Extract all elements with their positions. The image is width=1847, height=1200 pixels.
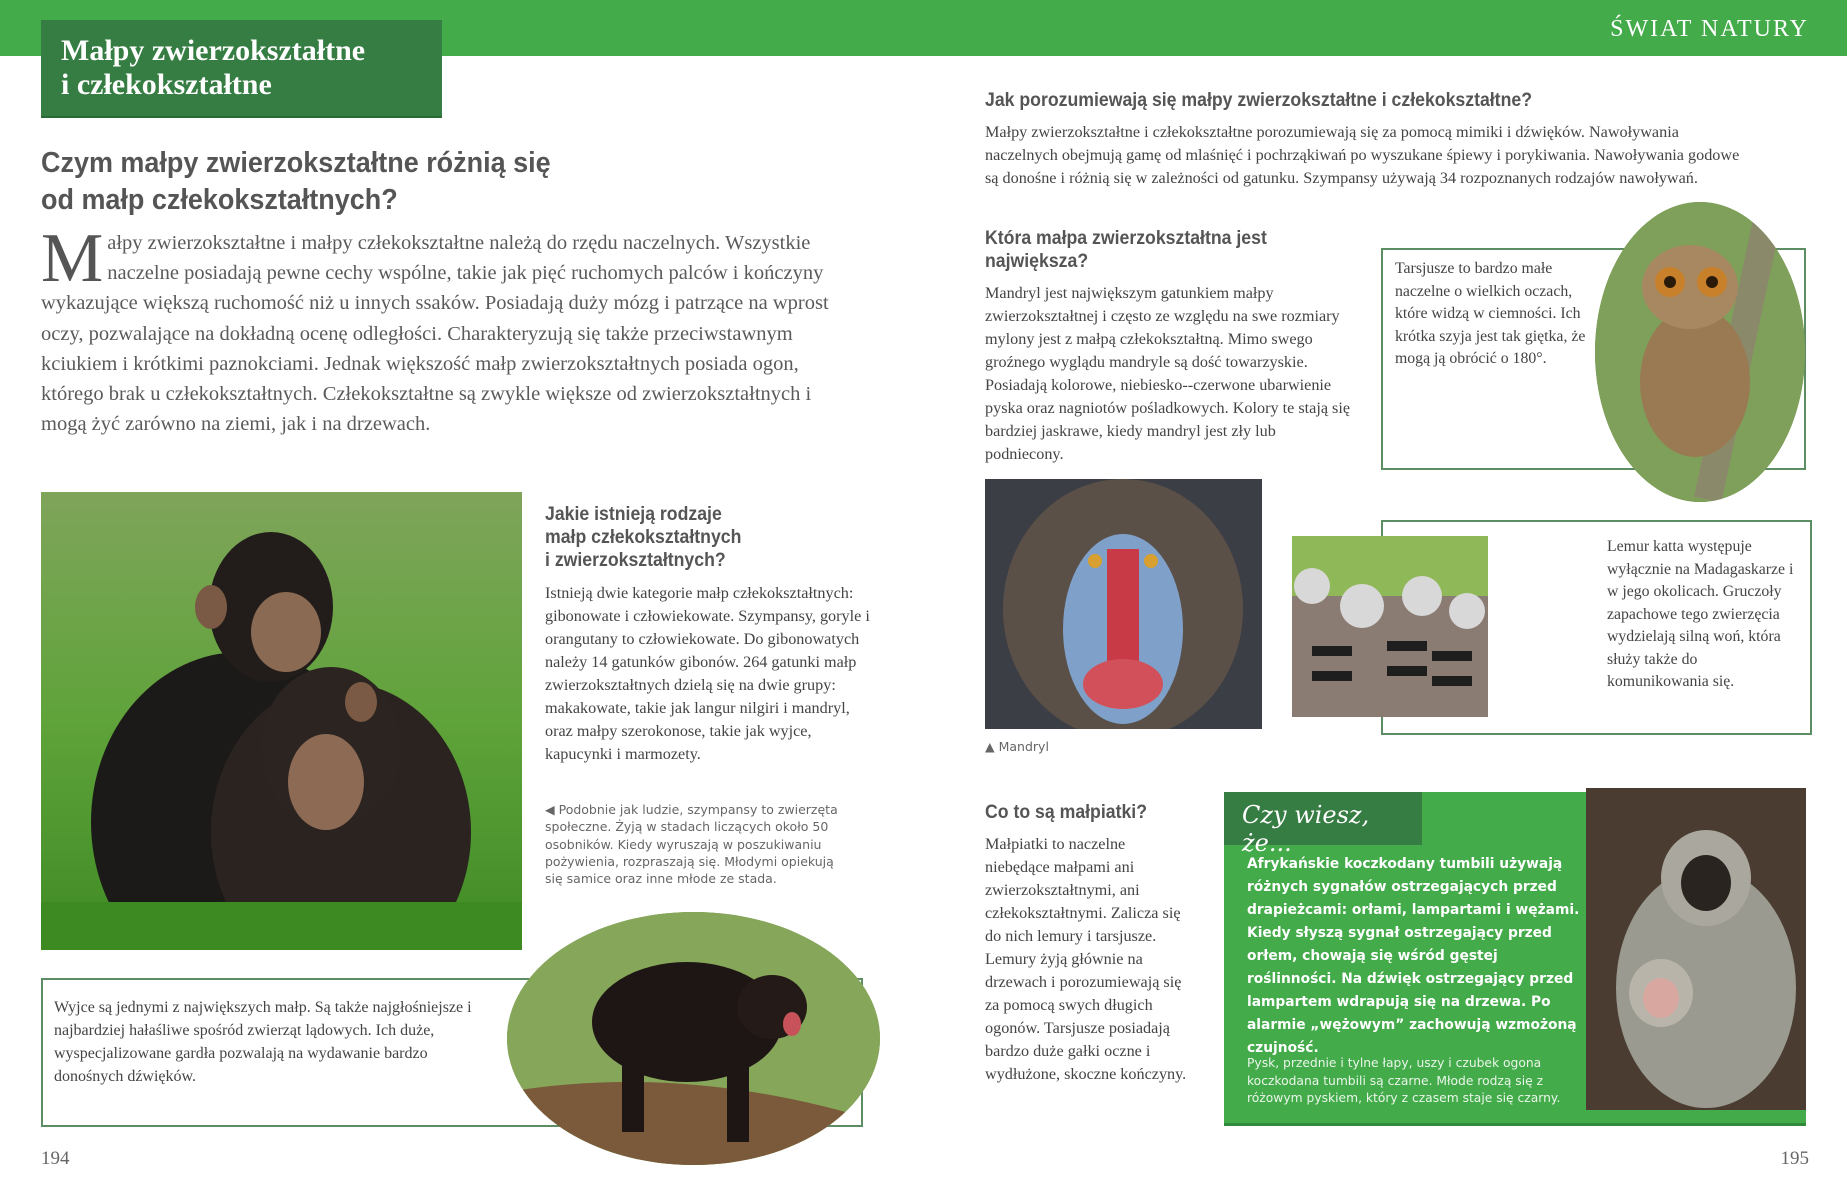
howler-monkey-illustration xyxy=(507,912,880,1165)
page-number-left: 194 xyxy=(41,1148,70,1169)
types-heading-line3: i zwierzokształtnych? xyxy=(545,550,726,571)
main-heading-line2: od małp człekokształtnych? xyxy=(41,184,398,216)
types-heading-line1: Jakie istnieją rodzaje xyxy=(545,504,722,525)
chapter-title-line1: Małpy zwierzokształtne xyxy=(61,34,366,67)
chimp-caption xyxy=(545,801,855,887)
mandrill-caption-text: Mandryl xyxy=(998,739,1049,754)
types-text: Istnieją dwie kategorie małp człekokształtnych: gibonowate i człowiekowate. Szympansy, goryle i orangutany to człowiekowate. Do gibonowatych należy 14 gatunków gibonów. 264 gatunki małp zwierzokształtnych dzielą się na dwie grupy: makakowate, takie jak langur nilgiri i mandryl, oraz małpy szerokonose, takie jak wyjce, kapucynki i marmozety. xyxy=(545,584,870,763)
prosimian-heading: Co to są małpiatki? xyxy=(985,802,1148,823)
main-heading xyxy=(41,145,692,219)
types-heading xyxy=(545,503,843,572)
vervet-monkey-illustration xyxy=(1586,788,1806,1110)
did-you-know-note: Pysk, przednie i tylne łapy, uszy i czubek ogona koczkodana tumbili są czarne. Młode rodzą się z różowym pyskiem, który z czasem staje się czarny. xyxy=(1247,1056,1561,1105)
caption-arrow-up-icon: ▲ xyxy=(985,739,995,754)
largest-heading xyxy=(985,227,1320,273)
mandrill-caption xyxy=(985,738,1049,755)
drop-cap: M xyxy=(41,220,104,297)
main-heading-line1: Czym małpy zwierzokształtne różnią się xyxy=(41,147,551,179)
did-you-know-title: Czy wiesz, że... xyxy=(1224,792,1422,845)
vervet-photo xyxy=(1586,788,1806,1110)
communication-heading: Jak porozumiewają się małpy zwierzokształtne i człekokształtne? xyxy=(985,90,1532,111)
tarsier-illustration xyxy=(1595,202,1805,502)
prosimian-text: Małpiatki to naczelne niebędące małpami ani zwierzokształtnymi, ani człekokształtnymi. Zalicza się do nich lemury i tarsjusze. Lemury żyją głównie na drzewach i porozumiewają się za pomocą swych długich ogonów. Tarsjusze posiadają bardzo duże gałki oczne i wydłużone, skoczne kończyny. xyxy=(985,835,1187,1083)
largest-text: Mandryl jest największym gatunkiem małpy zwierzokształtnej i często ze względu na swe rozmiary mylony jest z małpą człekokształtną. Mimo swego groźnego wyglądu mandryle są dość towarzyskie. Posiadają kolorowe, niebiesko--czerwone ubarwienie pyska oraz nagniotów pośladkowych. Kolory te stają się bardziej jaskrawe, kiedy mandryl jest zły lub podniecony. xyxy=(985,284,1351,463)
tarsier-text: Tarsjusze to bardzo małe naczelne o wielkich oczach, które widzą w ciemności. Ich krótka szyja jest tak giętka, że mogą ją obrócić o 180°. xyxy=(1395,260,1586,367)
lemurs-illustration xyxy=(1292,536,1488,717)
largest-heading-line2: największa? xyxy=(985,251,1089,272)
chimp-caption-text: Podobnie jak ludzie, szympansy to zwierzęta społeczne. Żyją w stadach liczących około 50 osobników. Kiedy wyruszają w poszukiwaniu pożywienia, rozpraszają się. Młodymi opiekują się samice oraz inne młode ze stada. xyxy=(545,802,838,887)
howler-text: Wyjce są jednymi z największych małp. Są także najgłośniejsze i najbardziej hałaśliwe spośród zwierząt lądowych. Ich duże, wyspecjalizowane gardła pozwalają na wydawanie bardzo donośnych dźwięków. xyxy=(54,999,472,1085)
lead-text: ałpy zwierzokształtne i małpy człekokształtne należą do rzędu naczelnych. Wszystkie naczelne posiadają pewne cechy wspólne, takie jak pięć ruchomych palców i kończyny wykazujące większą ruchomość niż u innych ssaków. Posiadają duży mózg i patrzące na wprost oczy, pozwalające na dokładną ocenę odległości. Charakteryzują się także przeciwstawnym kciukiem i krótkimi paznokciami. Jednak większość małp zwierzokształtnych posiada ogon, którego brak u człekokształtnych. Człekokształtne są zwykle większe od zwierzokształtnych i mogą żyć zarówno na ziemi, jak i na drzewach. xyxy=(41,232,829,436)
howler-photo xyxy=(507,912,880,1165)
types-heading-line2: małp człekokształtnych xyxy=(545,527,742,548)
chapter-title-line2: i człekokształtne xyxy=(61,68,272,101)
tarsier-photo xyxy=(1595,202,1805,502)
mandrill-photo xyxy=(985,479,1262,729)
chapter-title xyxy=(41,20,442,118)
chimpanzee-photo xyxy=(41,492,522,950)
caption-arrow-icon: ◀ xyxy=(545,802,555,817)
lead-paragraph xyxy=(41,220,831,439)
mandrill-illustration xyxy=(985,479,1262,729)
communication-text: Małpy zwierzokształtne i człekokształtne porozumiewają się za pomocą mimiki i dźwięków. Nawoływania naczelnych obejmują gamę od mlaśnięć i pochrząkiwań po wyszukane śpiewy i porykiwania. Nawoływania godowe są donośne i różnią się w zależności od gatunku. Szympansy używają 34 rozpoznanych rodzajów nawoływań. xyxy=(985,123,1740,187)
page-number-right: 195 xyxy=(1780,1148,1809,1169)
lemur-text: Lemur katta występuje wyłącznie na Madagaskarze i w jego okolicach. Gruczoły zapachowe tego zwierzęcia wydzielają silną woń, która służy także do komunikowania się. xyxy=(1607,538,1794,690)
did-you-know-text: Afrykańskie koczkodany tumbili używają różnych sygnałów ostrzegających przed drapieżcami: orłami, lampartami i wężami. Kiedy słyszą sygnał ostrzegający przed orłem, chowają się wśród gęstej roślinności. Na dźwięk ostrzegający przed lampartem wdrapują się na drzewa. Po alarmie „wężowym” zachowują wzmożoną czujność. xyxy=(1247,856,1580,1056)
chimpanzee-illustration xyxy=(41,492,522,950)
largest-heading-line1: Która małpa zwierzokształtna jest xyxy=(985,228,1267,249)
section-label: ŚWIAT NATURY xyxy=(1610,16,1809,42)
lemur-photo xyxy=(1292,536,1488,717)
